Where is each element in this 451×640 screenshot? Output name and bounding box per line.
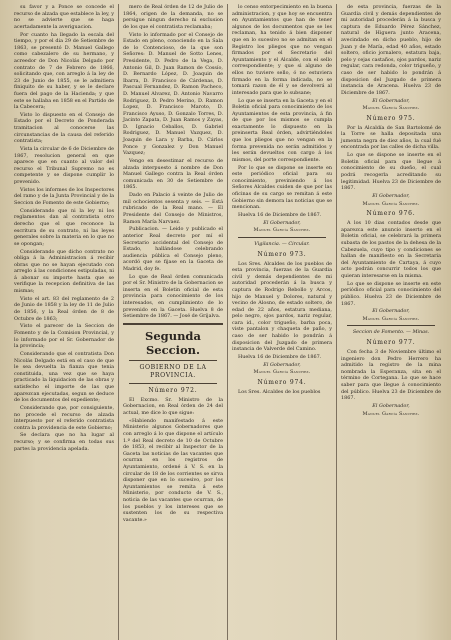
signature-name: Manuel García Sanchez.: [253, 369, 311, 376]
paragraph: Lo que se dispone se inserte en el Boletin oficial para que llegue á conocimiento de su dueño, el cual podrá recogerla acreditando su legitimidad. Huelva 23 de Diciembre de 1867.: [341, 152, 441, 192]
section-heading: Seccion de Fomento. — Minas.: [352, 329, 430, 336]
divider: [129, 383, 217, 384]
signature-name: Manuel García Sanchez.: [362, 410, 420, 417]
paragraph: su favor y a Ponce se concede el recurso de alzada que establece la ley, y no se advierte que se haga acertadamente la averiguacion.: [14, 4, 114, 30]
paragraph: Lo que se inserta en la Gaceta y en el Boletin oficial para conocimiento de los Ayuntamientos de esta provincia, á fin de que por los mismos se cumpla exactamente lo dispuesto en la preinserta Real órden, advirtiéndoles que los pliegos que no vengan en la forma prevenida no serán admitidos y les serán devueltos con cargo á los mismos, del porte correspondiente.: [232, 97, 332, 163]
column-2: [119, 4, 228, 640]
column-4: [337, 4, 445, 640]
paragraph: Visto lo informado por el Consejo de Estado en pleno, conociendo en la Sala de lo Contencioso, de la que son Señores: D. Manuel de Sotto Lenes, Presidente, D. Pedro de la Vega, D. Antonio Gil, D. Juan Ramon de Cossío, D. Bernardo López, D. Joaquin de Ibarra, D. Francisco de Cárdenas, D. Pascual Fernandez, D. Ramon Pacheco, D. Manuel Alvarez, D. Antonio Navarro Rodriguez, D. Pedro Merino, D. Ramon Lopez, D. Francisco Maroto, D. Francisco Ayuso, D. Gonzalo Torres, D. Jacinto Zapata, D. Juan Ramos y Zayas, D. Ignacio Ceballos, D. Gabriel Rodriguez, D. Manuel Vazquez, D. Joaquin de Lara y Barba, D. Cárlos Ponce y Gonzalez y Don Manuel Vazquez;: [123, 31, 223, 157]
paragraph: Considerando que el contratista Don Nicolás Delgado está en el caso de que le sea devuelta la fianza que tenia constituida, una vez que se haya practicado la liquidacion de las obras y satisfecho el importe de las que aparezcan ejecutadas, segun se deduce de los documentos del expediente;: [14, 350, 114, 404]
paragraph: Se declara que no ha lugar al recurso; y se confirma en todas sus partes la providencia apelada.: [14, 432, 114, 452]
section-heading: Vigilancia. — Circular.: [254, 240, 310, 247]
column-1: [10, 4, 119, 640]
notice-number: Número 972.: [148, 386, 198, 394]
paragraph: «Habiendo manifestado á este Ministerio algunos Gobernadores que con arreglo á lo que dispone el artículo 1.º del Real decreto de 10 de Octubre de 1853, el recibir al Inspector de la Gaceta las noticias de las vacantes que ocurran en los registros de Ayuntamiento, ordené á V. S. en la circular de 18 de los corrientes se sirva disponer que en lo sucesivo, por los Ayuntamientos se remita á este Ministerio, por conducto de V. S., noticia de las vacantes que ocurran, de los pueblos y los intereses que se sustenten los de su respectiva vacante.»: [123, 417, 223, 523]
paragraph: lo censo entorpecimiento en la buena administracion, y que hoy se encuentra en Ayuntamientos que han de tener algunos de los documentos que se les reclaman, ha tenido á bien disponer que en lo sucesivo no se admitan en el Registro los pliegos que no vengan firmados por el Secretario del Ayuntamiento y el Alcalde, con el sello correspondiente; y que si alguno de ellos no tuviere sello, ó no estuviera firmado en la forma indicada, no se tomará razon de él y se devolverá al interesado para que lo subsane;: [232, 4, 332, 96]
paragraph: de esta provincia, fuerzas de la Guardia civil y demás dependientes de mi autoridad procederán á la busca y captura de Eduardo Pérez Sánchez, natural de Higuera junto Aracena, avecindado en dicho pueblo, hijo de Juan y de María, edad 40 años, estado soltero, oficio jornalero, estatura baja, pelo y cejas castaños, ojos pardos, nariz regular, cara redonda, color trigueño, y caso de ser habido lo pondrán á disposicion del Juzgado de primera instancia de Aracena. Huelva 23 de Diciembre de 1867.: [341, 4, 441, 96]
section-subtitle: GOBIERNO DE LA PROVINCIA.: [139, 363, 207, 379]
signature-name: Manuel García Sanchez.: [362, 105, 420, 112]
paragraph: Vistos los informes de los Inspectores del ramo y de la Junta Provincial y de la Seccion de Fomento de este Gobierno;: [14, 186, 114, 206]
paragraph: El Excmo. Sr. Ministro de la Gobernacion, en Real órden de 24 del actual, me dice lo que sigue:: [123, 396, 223, 417]
paragraph: Considerando que dicho contrato no obliga á la Administracion á recibir obras que no se hayan ejecutado con arreglo á las condiciones estipuladas, ni á abonar su importe hasta que se verifique la recepcion definitiva de las mismas;: [14, 248, 114, 295]
signature-title: El Gobernador,: [372, 97, 410, 104]
signature-title: El Gobernador,: [372, 308, 410, 315]
paragraph: Por cuanto ha llegado la escala del tiempo, y por el dia 29 de Setiembre de 1863, se presentó D. Manuel Gallego como cabezalero de su hermano, y acreedor de Don Nicolás Delgado por contrato de 7 de Febrero de 1866, solicitando que, con arreglo á la ley de 23 de Junio de 1855, se le admitiera finiquito de su haber, y se le declare fuera del pago de la Hacienda; y que este se hallaba en 1858 en el Partido de la Cabecera;: [14, 31, 114, 111]
notice-number: Número 973.: [257, 250, 307, 258]
paragraph: Los Sres. Alcaldes de los pueblos de esta provincia, fuerzas de la Guardia civil y demás dependientes de mi autoridad procederán á la busca y captura de Rodrigo Rebollo y Arcos, hijo de Manuel y Dolores, natural y vecino de Alosno, de estado soltero, de edad de 22 años, estatura mediana, pelo negro, ojos pardos, nariz regular, cara id., color trigueño, barba poca, viste pantalon y chaqueta de paño, y caso de ser habido lo pondrán á disposicion del Juzgado de primera instancia de Valverde del Camino.: [232, 260, 332, 353]
column-3: [228, 4, 337, 640]
paragraph: Lo que se dispone se inserte en este periódico oficial para conocimiento del público. Huelva 23 de Diciembre de 1867.: [341, 280, 441, 307]
divider: [238, 237, 326, 238]
columns: [10, 4, 445, 640]
paragraph: Visto lo dispuesto en el Consejo de Estado por el Decreto de Ponderada tramitacion al conocerse las circunstancias de la causa del referido contratista;: [14, 111, 114, 145]
signature-name: Manuel García Sanchez.: [362, 315, 420, 322]
signature-title: El Gobernador,: [263, 361, 301, 368]
paragraph: Huelva 16 de Diciembre de 1867.: [238, 211, 322, 218]
paragraph: Publicacion. — Leido y publicado el anterior Real decreto por mí el Secretario accidental del Consejo de Estado, hallándose celebrando audiencia pública el Consejo pleno, acordó que se fijase en la Gaceta de Madrid, doy fe.: [123, 226, 223, 272]
divider: [129, 360, 217, 361]
paragraph: Vengo en desestimar el recurso de alzada interpuesto á nombre de Don Manuel Gallego contra la Real órden comunicada en 30 de Setiembre de 1865.: [123, 158, 223, 191]
paragraph: Considerando que, por consiguiente, no procede el recurso de alzada interpuesto por el referido contratista contra la providencia de este Gobierno;: [14, 404, 114, 431]
section-title: Segunda Seccion.: [145, 328, 201, 357]
signature-title: El Gobernador,: [372, 403, 410, 409]
paragraph: Dado en Palacio á veinte de Julio de mil ochocientos sesenta y seis. — Está rubricado de la Real mano. — El Presidente del Consejo de Ministros, Ramon María Narvaez.: [123, 192, 223, 225]
notice-number: Número 976.: [366, 210, 416, 218]
notice-number: Número 977.: [366, 339, 416, 347]
signature-name: Manuel García Sanchez.: [253, 227, 311, 234]
notice-number: Número 974.: [257, 379, 307, 386]
paragraph: Vista la circular de 6 de Diciembre de 1867, resolucion general en que aparece que en cuanto al valor del recurso el Tribunal Supremo no es competente y se dispone cumplir lo prevenido.: [14, 146, 114, 185]
signature-title: El Gobernador,: [263, 219, 301, 226]
signature-title: El Gobernador,: [372, 193, 410, 199]
paragraph: Considerando que ni la ley ni los reglamentos dan al contratista otro derecho que el que reconoce la escritura de su contrato, ni las leyes generales sobre la materia en lo que no se opongan;: [14, 207, 114, 247]
paragraph: A los 10 dias contados desde que aparezca este anuncio inserto en el Boletin oficial, se celebrará la primera subasta de los pastos de la dehesa de la Cabezuela, cuyo tipo y condiciones se hallan de manifiesto en la Secretaria del Ayuntamiento de Cartaya, á cuyo acto podrán concurrir todos los que quieran interesarse en la misma.: [341, 220, 441, 279]
paragraph: Lo que de Real órden comunicada por el Sr. Ministro de la Gobernacion se inserta en el Boletin oficial de esta provincia para conocimiento de los interesados, en cumplimiento de lo prevenido en la Gaceta. Huelva 8 de Setiembre de 1867. — José de Grijalva.: [123, 273, 223, 320]
paragraph: Visto el art. 83 del reglamento de 2 de Junio de 1858 y la ley de 11 de Julio de 1856, y la Real órden de 8 de Octubre de 1863;: [14, 295, 114, 322]
paragraph: Por lo que se dispone se inserte en este periódico oficial para su conocimiento, previniendo á los Señores Alcaldes cuiden de que por las oficinas de su cargo se remitan á este Gobierno sin demora las noticias que se mencionan.: [232, 164, 332, 211]
signature-name: Manuel García Sanchez.: [362, 200, 420, 207]
paragraph: Con fecha 3 de Noviembre último el ingeniero don Pedro Herrero ha admitido la registro de la mina nombrada la Esperanza, sita en el término de Cortegana. Lo que se hace saber para que llegue á conocimiento del público. Huelva 23 de Diciembre de 1867.: [341, 349, 441, 402]
notice-number: Número 975.: [366, 114, 416, 122]
paragraph: Los Sres. Alcaldes de los pueblos: [238, 389, 321, 395]
paragraph: Por la Alcaldía de San Bartolomé de la Torre se halla depositada una jumenta negra de diez años, la cual fué encontrada por las calles de dicha villa.: [341, 124, 441, 151]
divider: [347, 325, 435, 326]
section-divider: [123, 323, 223, 325]
paragraph: mero de Real órden de 12 de Julio de 1864, origen de la demanda, no se persigue ningun derecho ni exclusion de los que el contratista reclamaba;: [123, 4, 223, 30]
paragraph: Visto el parecer de la Seccion de Fomento y de la Comision Provincial, y lo informado por el Sr. Gobernador de la provincia;: [14, 323, 114, 350]
paragraph: Huelva 16 de Diciembre de 1867.: [238, 354, 322, 361]
